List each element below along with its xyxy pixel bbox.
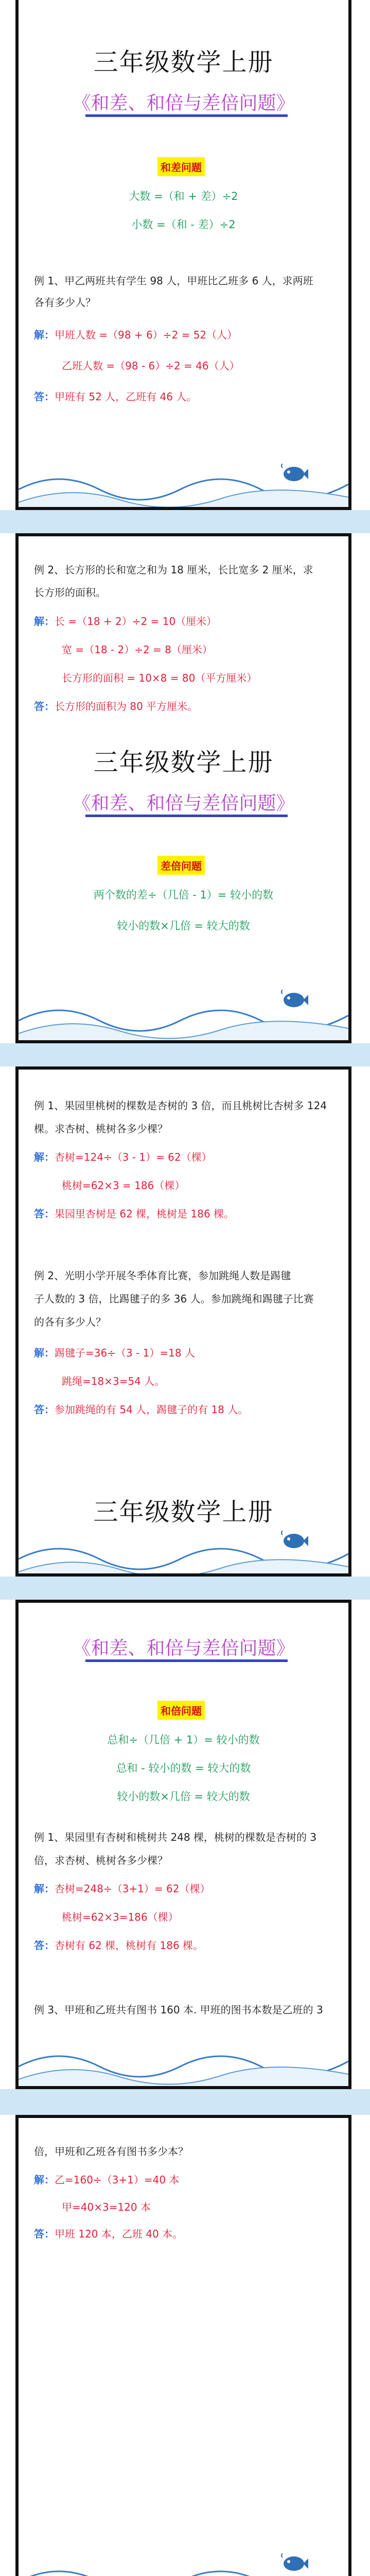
solution-text: 踢毽子=36÷（3 - 1）=18 人 [55, 1347, 195, 1359]
answer-line [34, 1938, 203, 1953]
example-text: 例 1、甲乙两班共有学生 98 人，甲班比乙班多 6 人，求两班 [34, 275, 313, 287]
example-text: 子人数的 3 倍，比踢毽子的多 36 人。参加跳绳和踢毽子比赛 [34, 1293, 314, 1305]
solution-text: 乙=160÷（3+1）=40 本 [55, 2174, 180, 2186]
solution-line [34, 614, 217, 629]
solution-line [34, 2172, 179, 2188]
subtitle-underline [85, 815, 288, 817]
fish-icon [278, 1531, 308, 1551]
wave-decoration [19, 2015, 348, 2089]
topic-tag: 和差问题 [157, 157, 205, 176]
solution-label: 解： [34, 1151, 55, 1163]
answer-line [34, 699, 198, 714]
answer-text: 杏树有 62 棵，桃树有 186 棵。 [55, 1939, 204, 1952]
solution-text: 甲班人数 =（98 + 6）÷2 = 52（人） [55, 329, 238, 341]
subtitle-underline [85, 1659, 288, 1662]
example-text: 的各有多少人？ [34, 1316, 106, 1328]
page-card-3 [15, 1066, 351, 1577]
solution-text: 杏树=248÷（3+1）= 62（棵） [55, 1883, 210, 1895]
solution-line: 乙班人数 =（98 - 6）÷2 = 46（人） [62, 360, 240, 372]
fish-icon [278, 990, 308, 1010]
solution-line [34, 1345, 195, 1361]
page-card-4 [15, 1600, 351, 2089]
formula-line: 总和 - 较小的数 = 较大的数 [116, 1762, 251, 1774]
answer-line [34, 389, 197, 404]
solution-label: 解： [34, 2174, 55, 2186]
example-text: 各有多少人？ [34, 296, 96, 309]
solution-line [34, 1149, 212, 1165]
page-title: 三年级数学上册 [93, 748, 274, 777]
example-text: 棵。求杏树、桃树各多少棵？ [34, 1123, 168, 1135]
answer-label: 答： [34, 2228, 55, 2240]
page-card-1 [15, 0, 351, 510]
solution-line: 甲=40×3=120 本 [62, 2201, 151, 2213]
answer-text: 甲班 120 本，乙班 40 本。 [55, 2228, 183, 2240]
answer-label: 答： [34, 391, 55, 403]
example-text: 长方形的面积。 [34, 586, 106, 599]
page-title: 三年级数学上册 [93, 48, 274, 77]
solution-line: 宽 =（18 - 2）÷2 = 8（厘米） [62, 643, 213, 656]
example-text: 例 1、果园里有杏树和桃树共 248 棵，桃树的棵数是杏树的 3 [34, 1831, 317, 1843]
example-text: 倍，求杏树、桃树各多少棵？ [34, 1854, 168, 1867]
formula-line: 小数 =（和 - 差）÷2 [131, 218, 236, 231]
solution-line: 桃树=62×3=186（棵） [62, 1911, 179, 1923]
section-gap [0, 1577, 370, 1600]
solution-line: 跳绳=18×3=54 人。 [62, 1375, 165, 1387]
fish-icon [278, 464, 308, 484]
page-title: 三年级数学上册 [93, 1498, 274, 1527]
solution-line [34, 1881, 210, 1896]
formula-line: 较小的数×几倍 = 较大的数 [117, 920, 250, 932]
solution-text: 长 =（18 + 2）÷2 = 10（厘米） [55, 615, 217, 628]
solution-text: 杏树=124÷（3 - 1）= 62（棵） [55, 1151, 212, 1163]
solution-line [34, 327, 237, 343]
answer-text: 果园里杏树是 62 棵，桃树是 186 棵。 [55, 1208, 235, 1220]
answer-text: 参加跳绳的有 54 人，踢毽子的有 18 人。 [55, 1403, 249, 1416]
answer-label: 答： [34, 1403, 55, 1416]
answer-text: 甲班有 52 人，乙班有 46 人。 [55, 391, 197, 403]
topic-tag: 差倍问题 [157, 856, 205, 875]
topic-tag: 和倍问题 [157, 1701, 205, 1720]
fish-icon [278, 2553, 308, 2574]
solution-label: 解： [34, 615, 55, 628]
example-text: 例 2、长方形的长和宽之和为 18 厘米，长比宽多 2 厘米，求 [34, 564, 313, 576]
solution-label: 解： [34, 329, 55, 341]
formula-line: 较小的数×几倍 = 较大的数 [117, 1790, 250, 1803]
example-text: 例 1、果园里桃树的棵数是杏树的 3 倍，而且桃树比杏树多 124 [34, 1099, 327, 1112]
subtitle-underline [85, 114, 288, 117]
answer-line [34, 1402, 248, 1417]
page-card-2 [15, 533, 351, 1043]
answer-label: 答： [34, 700, 55, 713]
solution-line: 长方形的面积 = 10×8 = 80（平方厘米） [62, 672, 257, 684]
page-subtitle: 《和差、和倍与差倍问题》 [72, 93, 295, 114]
answer-text: 长方形的面积为 80 平方厘米。 [55, 700, 198, 713]
answer-line [34, 1206, 234, 1222]
answer-label: 答： [34, 1208, 55, 1220]
section-gap [0, 2089, 370, 2115]
answer-label: 答： [34, 1939, 55, 1952]
formula-line: 总和÷（几倍 + 1）= 较小的数 [107, 1734, 260, 1746]
page-subtitle: 《和差、和倍与差倍问题》 [72, 1638, 295, 1659]
formula-line: 大数 =（和 + 差）÷2 [129, 190, 238, 202]
section-gap [0, 510, 370, 533]
formula-line: 两个数的差÷（几倍 - 1）= 较小的数 [93, 889, 274, 901]
example-text: 例 3、甲班和乙班共有图书 160 本. 甲班的图书本数是乙班的 3 [34, 2004, 323, 2016]
example-text: 例 2、光明小学开展冬季体育比赛，参加跳绳人数是踢毽 [34, 1269, 291, 1282]
page-card-5 [15, 2115, 351, 2576]
section-gap [0, 1043, 370, 1066]
solution-label: 解： [34, 1883, 55, 1895]
solution-line: 桃树=62×3 = 186（棵） [62, 1179, 185, 1192]
answer-line [34, 2226, 183, 2242]
example-text: 倍，甲班和乙班各有图书多少本？ [34, 2145, 188, 2158]
solution-label: 解： [34, 1347, 55, 1359]
page-subtitle: 《和差、和倍与差倍问题》 [72, 793, 295, 814]
